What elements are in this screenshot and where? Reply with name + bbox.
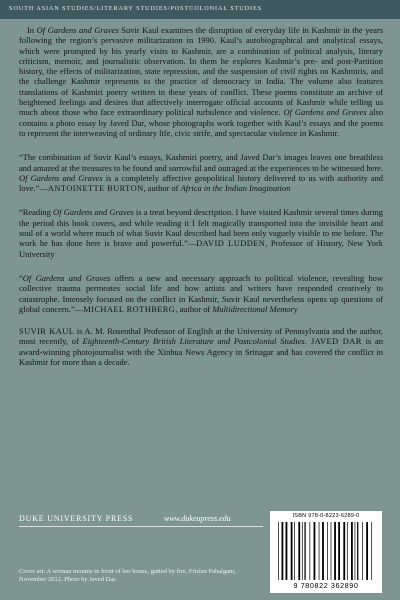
barcode-bar (371, 522, 372, 580)
description-body-1: Suvir Kaul examines the disruption of everyday life in Kashmir in the years following the region’s pervasive militarization in 1990. Kaul’s autobiographical and analytical essays, which were prompted by his yearly visits to Kashmir, are a combination of political analysis, literary criticism, memoir, and journalistic observation. In them he explores Kashmir’s pre- and post-Partition history, the effects of militarization, state repression, and the suspension of civil rights on Kashmiris, and the challenge Kashmir represents to the practice of democracy in India. The volume also features translations of Kashmiri poetry written in these years of conflict. These poems constitute an archive of heightened feelings and desires that affectively interrogate official accounts of Kashmir while telling us much about those who face extraordinary political turbulence and violence. (19, 25, 384, 118)
blurb-text: is a completely affective geopolitical history delivered to us with authority and love.”— (19, 172, 383, 194)
blurb-author-book: Africa in the Indian Imagination (180, 183, 291, 194)
barcode-bar (282, 522, 284, 580)
barcode-bar (278, 522, 279, 580)
back-cover-text (19, 25, 383, 367)
description-title-2: Of Gardens and Graves (283, 107, 367, 118)
bio-text-dar: is an award-winning photojournalist with the Xinhua News Agency in Srinagar and has covered the conflict in Kashmir for more than a decade. (19, 336, 383, 368)
blurb-book-title: Of Gardens and Graves (22, 272, 111, 283)
blurb-book-title: Of Gardens and Graves (53, 207, 134, 218)
blurb-text: “ (19, 272, 23, 283)
blurb-affiliation: , Professor of History, New York University (19, 238, 383, 259)
description-intro: In (27, 25, 37, 35)
barcode-bar (357, 522, 358, 580)
blurb-text: offers a new and necessary approach to political violence, revealing how collective trauma permeates social life and how artists and writers have responded creatively to catastrophe. Intensely focused on the conflict in Kashmir, Suvir Kaul nevertheless opens up questions of global concern.”— (19, 272, 383, 314)
description-title: Of Gardens and Graves (36, 25, 119, 35)
isbn-label: ISBN 978-0-8223-6289-0 (292, 513, 360, 519)
blurb-burton (19, 152, 383, 193)
author-bios (19, 326, 383, 367)
blurb-author: ANTOINETTE BURTON (47, 183, 144, 194)
barcode-bar (314, 522, 316, 580)
blurb-rothberg (19, 273, 383, 314)
blurb-author: DAVID LUDDEN (196, 238, 266, 249)
book-description (19, 25, 383, 138)
barcode-bar (327, 522, 328, 580)
blurb-affiliation: , author of (143, 183, 181, 194)
bio-name-kaul: SUVIR KAUL (19, 326, 75, 337)
subject-categories: SOUTH ASIAN STUDIES/LITERARY STUDIES/POSTCOLONIAL STUDIES (9, 5, 262, 12)
blurb-text: “The combination of Suvir Kaul’s essays, Kashmiri poetry, and Javed Dar’s images leaves one breathless and amazed at the treasures to be found and sorrowful and outraged at the experiences to be witnessed here. (19, 152, 383, 173)
barcode-bar (298, 522, 300, 580)
barcode-bar (355, 522, 356, 580)
bio-book-kaul: Eighteenth-Century British Literature and Postcolonial Studies. (82, 336, 307, 347)
blurb-ludden (19, 207, 383, 258)
blurb-author-book: Multidirectional Memory (212, 303, 298, 314)
barcode-icon (278, 522, 374, 580)
barcode-bar (319, 522, 320, 580)
bio-name-dar: JAVED DAR (306, 336, 362, 347)
blurb-text: is a treat beyond description. I have visited Kashmir several times during the period this book covers, and while reading it I felt magically transported into the invisible heart and soul of a world where much of what Suvir Kaul described had been only vaguely visible to me before. The work he has done here is brave and powerful.”— (19, 207, 383, 249)
barcode-bar (294, 522, 295, 580)
barcode-bar (331, 522, 332, 580)
barcode-digits: 9 780822 362890 (293, 581, 359, 590)
blurb-author: MICHAEL ROTHBERG (83, 303, 176, 314)
barcode-panel (270, 511, 382, 593)
publisher-divider (19, 526, 263, 527)
blurb-book-title: Of Gardens and Graves (19, 172, 103, 183)
barcode-bar (286, 522, 288, 580)
barcode-bar (302, 522, 303, 580)
barcode-bar (362, 522, 363, 580)
barcode-bar (338, 522, 340, 580)
publisher-name: DUKE UNIVERSITY PRESS (19, 514, 134, 523)
bio-text-kaul: is A. M. Rosenthal Professor of English at the University of Pennsylvania and the author, most recently, of (19, 326, 383, 347)
blurb-affiliation: , author of (175, 303, 213, 314)
barcode-bar (322, 522, 324, 580)
cover-art-credit: Cover art: A woman mourns in front of her house, gutted by fire, Frislan Pahalgam, November 2012. Photo by Javed Dar. (19, 568, 236, 583)
barcode-bar (304, 522, 305, 580)
publisher-url[interactable]: www.dukeupress.edu (164, 514, 231, 523)
barcode-bar (291, 522, 293, 580)
description-body-2: also contains a photo essay by Javed Dar, whose photographs work together with Kaul’s essays and the poems to represent the interweaving of ordinary life, civic strife, and spectacular violence in Kashmir. (19, 107, 384, 138)
barcode-bar (334, 522, 336, 580)
barcode-bar (351, 522, 353, 580)
barcode-bar (366, 522, 368, 580)
blurb-text: “Reading (19, 207, 54, 218)
subject-header-bar (0, 0, 400, 19)
barcode-bar (347, 522, 348, 580)
barcode-bar (343, 522, 345, 580)
barcode-bar (310, 522, 311, 580)
